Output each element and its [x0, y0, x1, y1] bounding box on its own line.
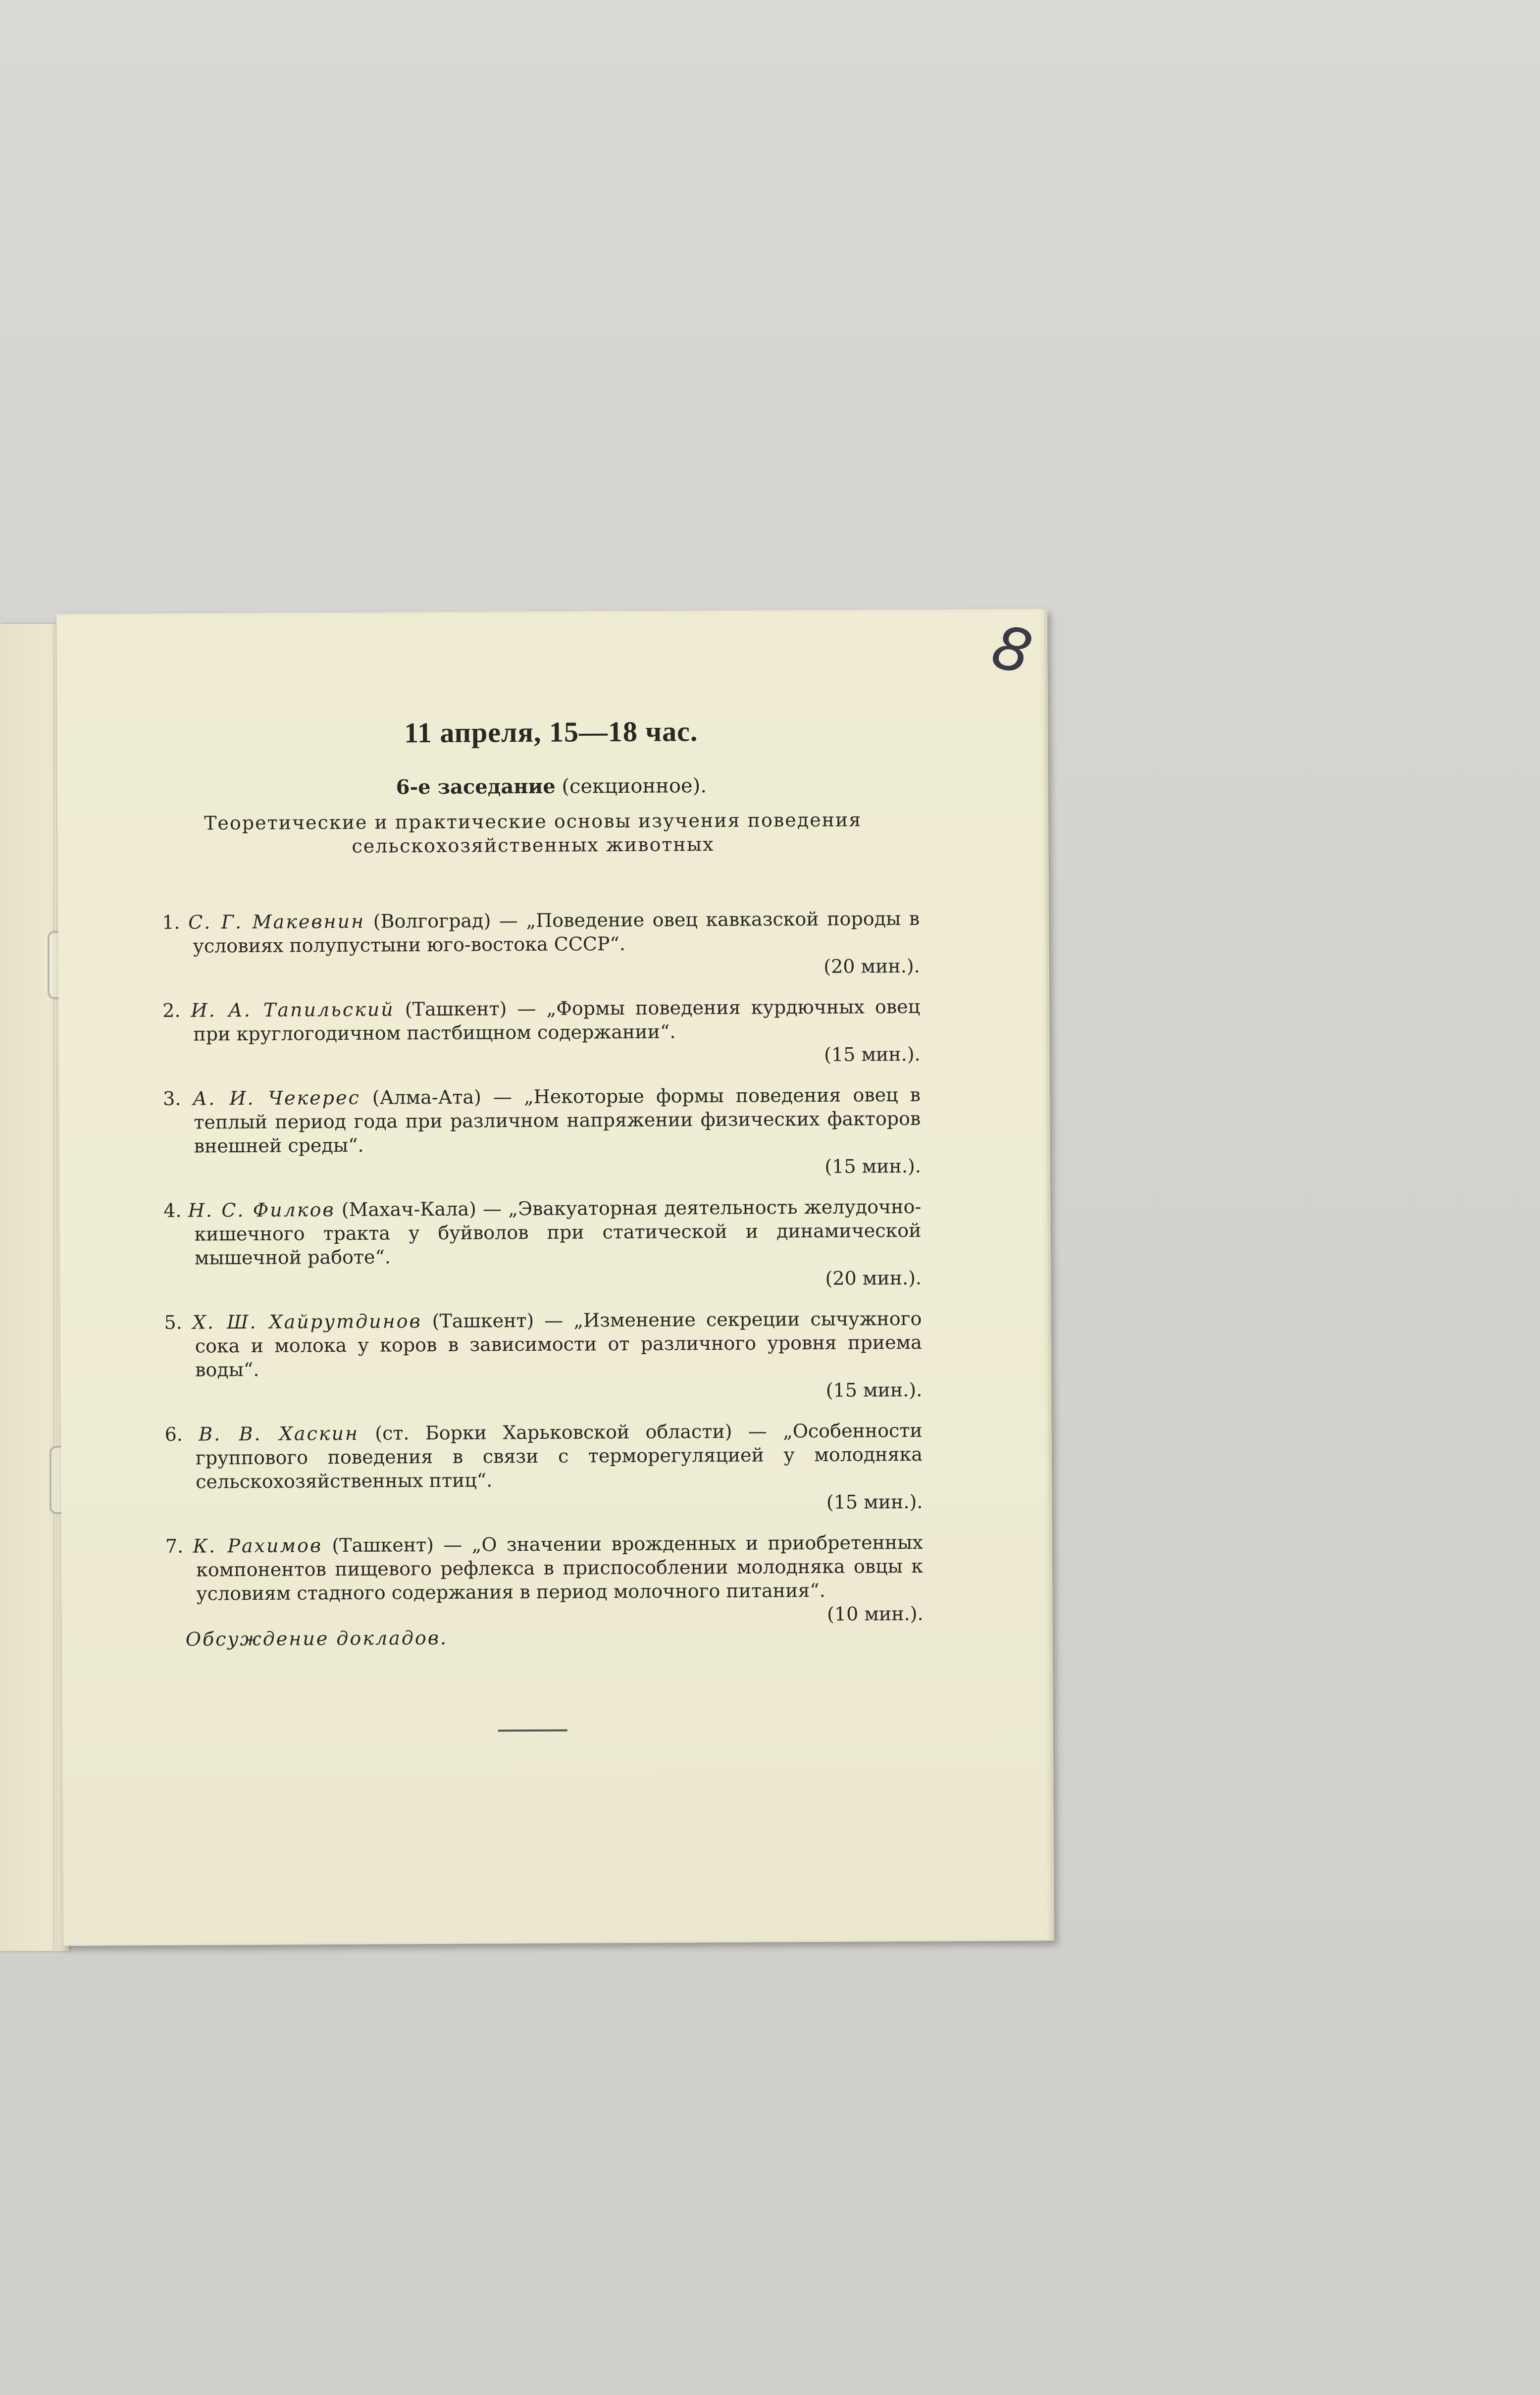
talk-number: 6. [164, 1423, 183, 1445]
talk-list [162, 907, 924, 1630]
session-number: 6-е заседание [396, 774, 556, 799]
talk-duration: (20 мин.). [823, 955, 920, 977]
talk-description: (Ташкент) — „Формы поведения курдючных овец при круглогодичном пастбищном содержании“. [193, 995, 921, 1045]
talk-description: (Волгоград) — „Поведение овец кавказской породы в условиях полупустыни юго-востока СССР“. [193, 907, 920, 957]
session-type: (секционное). [555, 774, 707, 798]
talk-item [162, 995, 921, 1070]
talk-description: (Махач-Кала) — „Эвакуаторная деятельность желудочно-кишечного тракта у буйволов при статической и динамической мышечной работе“. [194, 1195, 922, 1269]
talk-duration: (10 мин.). [827, 1602, 924, 1625]
talk-number: 3. [163, 1087, 181, 1110]
talk-author: А. И. Чекерес [193, 1086, 360, 1110]
talk-duration: (15 мин.). [824, 1155, 921, 1177]
discussion-note: Обсуждение докладов. [185, 1627, 448, 1650]
talk-description: (Ташкент) — „О значении врожденных и приобретенных компонентов пищевого рефлекса в приспособлении молодняка овцы к условиям стадного содержания в период молочного питания“. [196, 1531, 924, 1605]
talk-number: 4. [163, 1199, 182, 1222]
talk-item [162, 907, 920, 982]
talk-author: Х. Ш. Хайрутдинов [192, 1310, 422, 1333]
handwritten-page-number: 8 [985, 612, 1038, 688]
talk-description: (ст. Борки Харьковской области) — „Особенности группового поведения в связи с терморегуляцией у молодняка сельскохозяйственных птиц“. [195, 1419, 923, 1493]
talk-item [164, 1307, 922, 1406]
talk-item [163, 1195, 922, 1294]
talk-duration: (15 мин.). [824, 1043, 921, 1066]
talk-description: (Ташкент) — „Изменение секреции сычужного сока и молока у коров в зависимости от различного уровня приема воды“. [195, 1307, 922, 1381]
talk-number: 5. [164, 1311, 182, 1333]
talk-duration: (15 мин.). [826, 1490, 923, 1513]
talk-author: К. Рахимов [193, 1534, 323, 1557]
talk-duration: (20 мин.). [825, 1267, 922, 1289]
talk-item [165, 1419, 923, 1518]
booklet-spine [53, 625, 56, 1950]
talk-author: Н. С. Филков [188, 1199, 335, 1222]
talk-duration: (15 мин.). [825, 1378, 923, 1401]
talk-number: 7. [165, 1535, 184, 1557]
talk-number: 2. [162, 999, 181, 1021]
session-topic: Теоретические и практические основы изучения поведения сельскохозяйственных животных [204, 809, 862, 857]
session-date-heading: 11 апреля, 15—18 час. [404, 715, 698, 749]
session-title [57, 772, 1045, 801]
closing-rule [498, 1730, 567, 1732]
talk-author: С. Г. Макевнин [188, 910, 365, 933]
talk-item [163, 1083, 921, 1182]
talk-author: И. А. Тапильский [191, 998, 395, 1021]
document-page [56, 609, 1054, 1946]
talk-item [165, 1530, 924, 1630]
talk-number: 1. [162, 911, 180, 933]
talk-description: (Алма-Ата) — „Некоторые формы поведения овец в теплый период года при различном напряжении физических факторов внешней среды“. [194, 1083, 921, 1157]
talk-author: В. В. Хаскин [199, 1422, 359, 1445]
